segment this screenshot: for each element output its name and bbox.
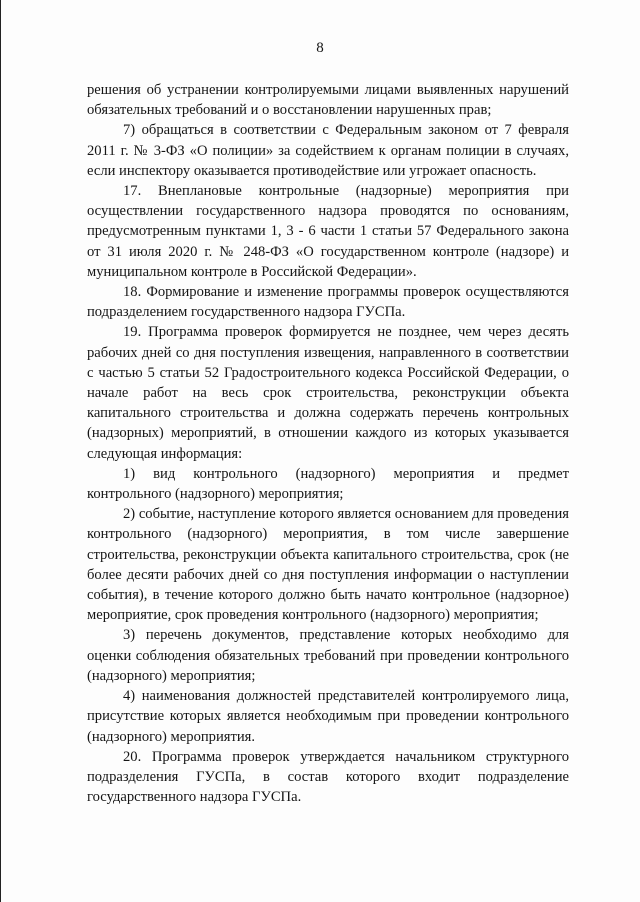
- paragraph: 20. Программа проверок утверждается начальником структурного подразделения ГУСПа, в состав которого входит подразделение государственного надзора ГУСПа.: [87, 748, 569, 806]
- paragraph: 17. Внеплановые контрольные (надзорные) мероприятия при осуществлении государственного надзора проводятся по основаниям, предусмотренным пунктами 1, 3 - 6 части 1 статьи 57 Федерального закона от 31 июля 2020 г. № 248-ФЗ «О государственном контроле (надзоре) и муниципальном контроле в Российской Федерации».: [87, 183, 569, 280]
- paragraph: 3) перечень документов, представление которых необходимо для оценки соблюдения обязательных требований при проведении контрольного (надзорного) мероприятия;: [87, 627, 569, 684]
- paragraph: 2) событие, наступление которого является основанием для проведения контрольного (надзорного) мероприятия, в том числе завершение строительства, реконструкции объекта капитального строительства, срок (не более десяти рабочих дней со дня поступления информации о наступлении события), в течение которого должно быть начато контрольное (надзорное) мероприятие, срок проведения контрольного (надзорного) мероприятия;: [87, 506, 569, 624]
- paragraph: 4) наименования должностей представителей контролируемого лица, присутствие которых является необходимым при проведении контрольного (надзорного) мероприятия.: [87, 688, 569, 745]
- document-body: [87, 80, 569, 807]
- paragraph: решения об устранении контролируемыми лицами выявленных нарушений обязательных требований и о восстановлении нарушенных прав;: [87, 82, 569, 119]
- paragraph: 1) вид контрольного (надзорного) мероприятия и предмет контрольного (надзорного) мероприятия;: [87, 465, 569, 503]
- page-number: 8: [316, 40, 324, 56]
- paragraph: 18. Формирование и изменение программы проверок осуществляются подразделением государственного надзора ГУСПа.: [87, 284, 569, 321]
- paragraph: 7) обращаться в соответствии с Федеральным законом от 7 февраля 2011 г. № 3-ФЗ «О полиции» за содействием к органам полиции в случаях, если инспектору оказывается противодействие или угрожает опасность.: [87, 122, 569, 179]
- paragraph: 19. Программа проверок формируется не позднее, чем через десять рабочих дней со дня поступления извещения, направленного в соответствии с частью 5 статьи 52 Градостроительного кодекса Российской Федерации, о начале работ на весь срок строительства, реконструкции объекта капитального строительства и должна содержать перечень контрольных (надзорных) мероприятий, в отношении каждого из которых указывается следующая информация:: [87, 324, 569, 462]
- scan-edge: [0, 0, 1, 902]
